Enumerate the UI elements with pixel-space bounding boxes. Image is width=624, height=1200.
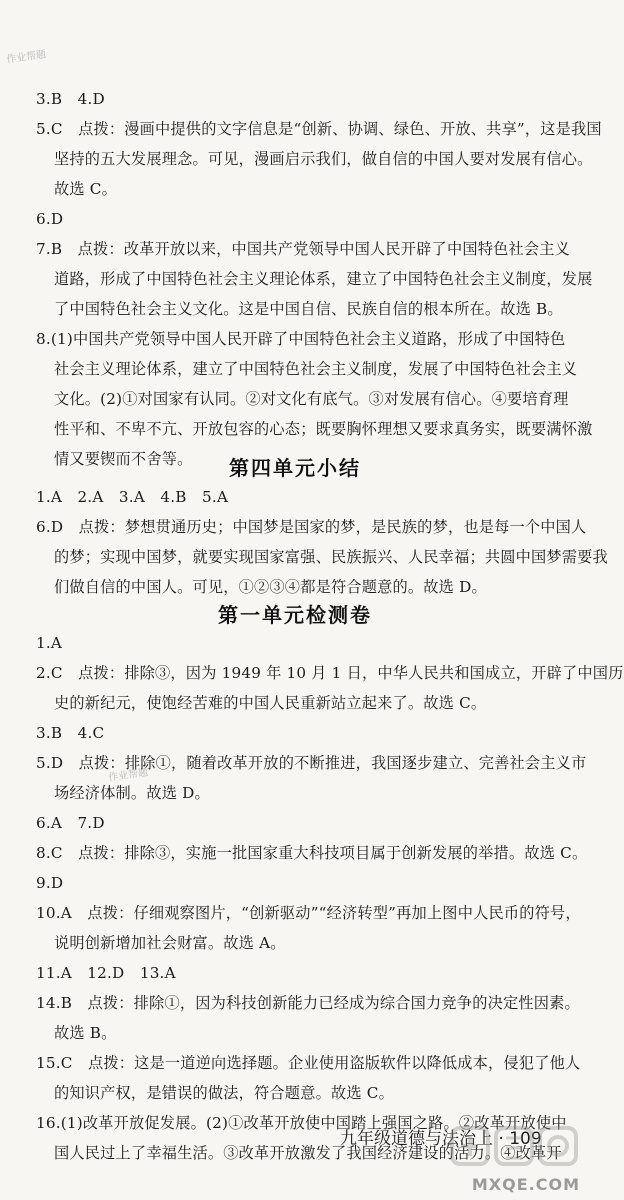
answers-section-3 [36, 628, 624, 1168]
answer-line: 15.C 点拨：这是一道逆向选择题。企业使用盗版软件以降低成本，侵犯了他人 [36, 1054, 581, 1072]
answer-line: 故选 B。 [54, 1024, 117, 1042]
page-footer: 九年级道德与法治上 · 109 [340, 1129, 542, 1149]
answer-line: 文化。(2)①对国家有认同。②对文化有底气。③对发展有信心。④要培育理 [54, 390, 569, 408]
watermark: 作业帮题 [5, 49, 47, 66]
answer-line: 1.A 2.A 3.A 4.B 5.A [36, 488, 229, 506]
answer-line: 9.D [36, 874, 64, 892]
watermark-url: MXQE.COM [471, 1175, 580, 1194]
answer-line: 1.A [36, 634, 63, 652]
answer-line: 16.(1)改革开放促发展。(2)①改革开放使中国踏上强国之路。②改革开放使中 [36, 1114, 567, 1132]
answer-line: 性平和、不卑不亢、开放包容的心态；既要胸怀理想又要求真务实，既要满怀激 [54, 420, 593, 438]
answer-line: 说明创新增加社会财富。故选 A。 [54, 934, 286, 952]
answer-line: 8.C 点拨：排除③，实施一批国家重大科技项目属于创新发展的举措。故选 C。 [36, 844, 588, 862]
answer-line: 6.D [36, 210, 64, 228]
answer-line: 3.B 4.C [36, 724, 105, 742]
answer-line: 5.C 点拨：漫画中提供的文字信息是“创新、协调、绿色、开放、共享”，这是我国 [36, 120, 602, 138]
answer-line: 6.A 7.D [36, 814, 105, 832]
answer-line: 8.(1)中国共产党领导中国人民开辟了中国特色社会主义道路，形成了中国特色 [36, 330, 566, 348]
answer-line: 坚持的五大发展理念。可见，漫画启示我们，做自信的中国人要对发展有信心。 [54, 150, 593, 168]
answer-line: 10.A 点拨：仔细观察图片，“创新驱动”“经济转型”再加上图中人民币的符号， [36, 904, 581, 922]
answer-line: 5.D 点拨：排除①，随着改革开放的不断推进，我国逐步建立、完善社会主义市 [36, 754, 587, 772]
answer-line: 6.D 点拨：梦想贯通历史；中国梦是国家的梦，是民族的梦，也是每一个中国人 [36, 518, 587, 536]
answer-line: 国人民过上了幸福生活。③改革开放激发了我国经济建设的活力。④改革开 [54, 1144, 562, 1162]
answer-line: 情又要锲而不舍等。 [54, 450, 193, 468]
answer-line: 道路，形成了中国特色社会主义理论体系，建立了中国特色社会主义制度，发展 [54, 270, 593, 288]
answer-line: 史的新纪元，使饱经苦难的中国人民重新站立起来了。故选 C。 [54, 694, 487, 712]
answer-line: 场经济体制。故选 D。 [54, 784, 210, 802]
answer-line: 的知识产权，是错误的做法，符合题意。故选 C。 [54, 1084, 394, 1102]
answer-line: 们做自信的中国人。可见，①②③④都是符合题意的。故选 D。 [54, 578, 487, 596]
answers-section-1 [36, 84, 602, 474]
watermark: 作业帮题 [107, 767, 149, 784]
answer-line: 3.B 4.D [36, 90, 105, 108]
section-heading: 第一单元检测卷 [218, 603, 372, 627]
answer-line: 11.A 12.D 13.A [36, 964, 176, 982]
answer-line: 了中国特色社会主义文化。这是中国自信、民族自信的根本所在。故选 B。 [54, 300, 563, 318]
answers-section-2 [36, 482, 608, 602]
section-heading: 第四单元小结 [229, 456, 361, 480]
answer-line: 的梦；实现中国梦，就要实现国家富强、民族振兴、人民幸福；共圆中国梦需要我 [54, 548, 608, 566]
answer-line: 14.B 点拨：排除①，因为科技创新能力已经成为综合国力竞争的决定性因素。 [36, 994, 580, 1012]
answer-line: 7.B 点拨：改革开放以来，中国共产党领导中国人民开辟了中国特色社会主义 [36, 240, 571, 258]
answer-line: 社会主义理论体系，建立了中国特色社会主义制度，发展了中国特色社会主义 [54, 360, 578, 378]
answer-line: 2.C 点拨：排除③，因为 1949 年 10 月 1 日，中华人民共和国成立，开辟了中国历 [36, 664, 624, 682]
answer-line: 故选 C。 [54, 180, 118, 198]
